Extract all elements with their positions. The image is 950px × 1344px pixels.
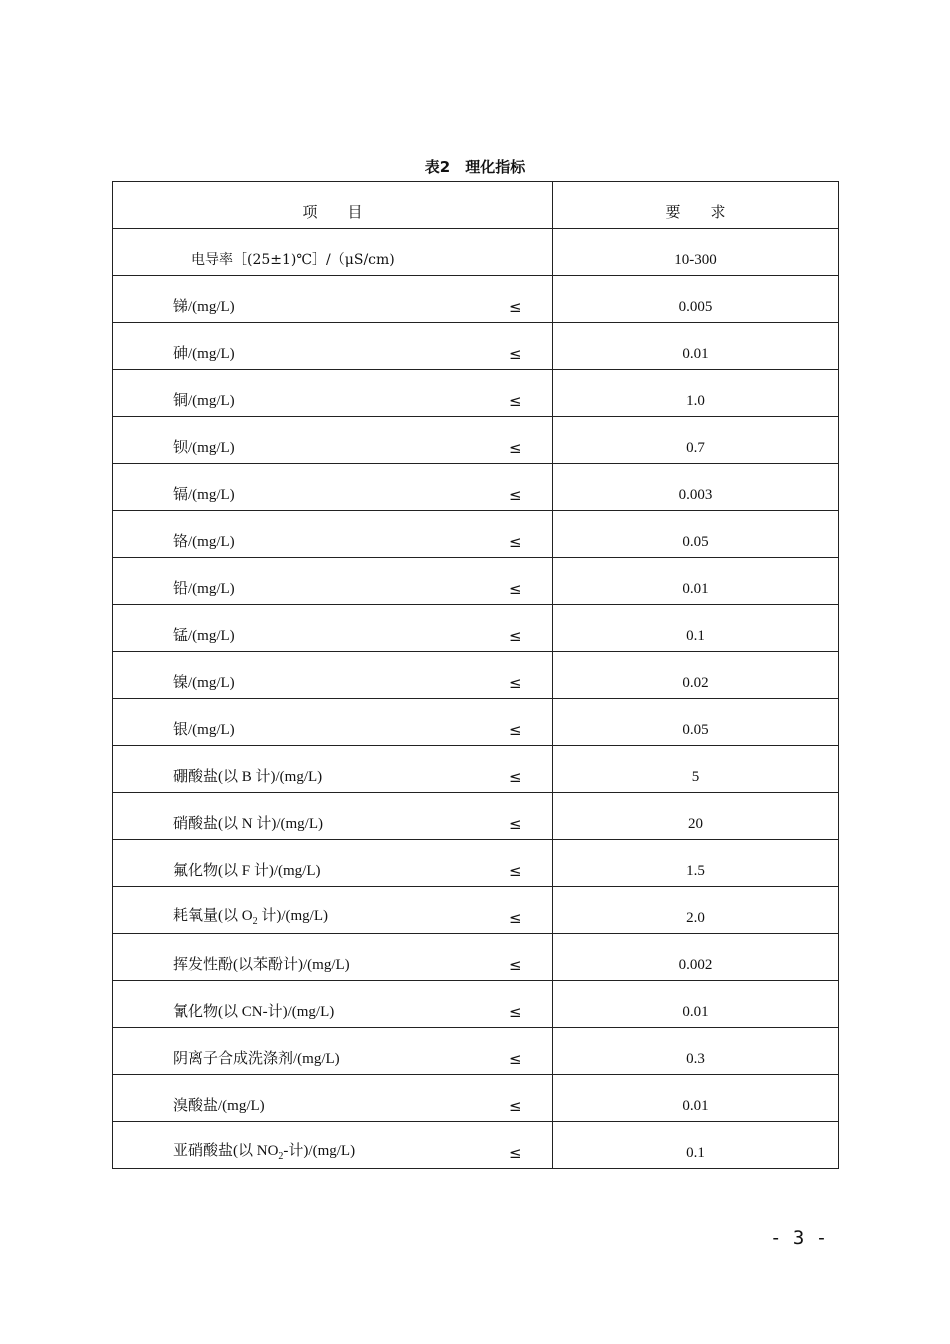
item-name: [173, 624, 235, 645]
item-cell: [113, 1075, 553, 1122]
less-or-equal-symbol: ≤: [509, 298, 522, 316]
less-or-equal-symbol: ≤: [509, 956, 522, 974]
less-or-equal-symbol: ≤: [509, 345, 522, 363]
requirement-cell: [553, 276, 839, 323]
item-name-text: 氰化物(以 CN-计)/(mg/L): [173, 1004, 335, 1020]
requirement-value: 0.01: [682, 1004, 709, 1020]
item-name-text: 铅/(mg/L): [173, 581, 235, 597]
item-name: [173, 718, 235, 739]
item-cell: [113, 605, 553, 652]
item-name-text: 溴酸盐/(mg/L): [173, 1098, 265, 1114]
requirement-cell: [553, 605, 839, 652]
table-row: [113, 1075, 839, 1122]
item-cell: [113, 840, 553, 887]
item-name: [173, 1094, 265, 1115]
requirement-value: 10-300: [674, 252, 717, 268]
item-name-text: 镍/(mg/L): [173, 675, 235, 691]
requirement-value: 0.003: [678, 487, 713, 503]
table-row: [113, 1028, 839, 1075]
item-cell: [113, 323, 553, 370]
requirement-value: 0.01: [682, 1098, 709, 1114]
table-header-row: [113, 182, 839, 229]
requirement-value: 1.0: [686, 393, 705, 409]
header-item: 项 目: [302, 203, 363, 221]
requirement-value: 0.1: [686, 628, 705, 644]
requirement-cell: [553, 511, 839, 558]
requirement-cell: [553, 1028, 839, 1075]
item-name: [173, 671, 235, 692]
item-cell: [113, 511, 553, 558]
table-row: [113, 981, 839, 1028]
less-or-equal-symbol: ≤: [509, 627, 522, 645]
item-name-text: 钡/(mg/L): [173, 440, 235, 456]
less-or-equal-symbol: ≤: [509, 909, 522, 927]
item-name: [173, 1139, 355, 1162]
requirement-value: 2.0: [686, 910, 705, 926]
item-name: [173, 342, 235, 363]
header-requirement-cell: [553, 182, 839, 229]
requirement-cell: [553, 370, 839, 417]
table-row: [113, 840, 839, 887]
table-row: [113, 370, 839, 417]
item-name: [173, 1047, 340, 1068]
item-name-subscript: 2: [278, 1151, 284, 1162]
item-cell: [113, 793, 553, 840]
requirement-value: 1.5: [686, 863, 705, 879]
requirement-cell: [553, 934, 839, 981]
item-cell: [113, 1122, 553, 1169]
item-name-text: 铬/(mg/L): [173, 534, 235, 550]
requirement-cell: [553, 746, 839, 793]
requirement-cell: [553, 981, 839, 1028]
item-cell: [113, 558, 553, 605]
less-or-equal-symbol: ≤: [509, 1050, 522, 1068]
table-row: [113, 652, 839, 699]
table-row: [113, 511, 839, 558]
item-name-subscript: 2: [252, 916, 258, 927]
requirement-cell: [553, 464, 839, 511]
table-row: [113, 229, 839, 276]
item-name: [173, 812, 323, 833]
table-row: [113, 746, 839, 793]
less-or-equal-symbol: ≤: [509, 768, 522, 786]
page-number: - 3 -: [770, 1227, 828, 1249]
item-name-text: 硼酸盐(以 B 计)/(mg/L): [173, 769, 323, 785]
table-row: [113, 934, 839, 981]
item-name-text: 耗氧量(以 O: [173, 908, 253, 924]
item-cell: [113, 276, 553, 323]
item-cell: [113, 746, 553, 793]
requirement-cell: [553, 652, 839, 699]
item-cell: [113, 370, 553, 417]
item-name: [173, 483, 235, 504]
item-cell: [113, 652, 553, 699]
requirement-cell: [553, 558, 839, 605]
item-cell: [113, 887, 553, 934]
table-row: [113, 417, 839, 464]
less-or-equal-symbol: ≤: [509, 486, 522, 504]
item-cell: [113, 981, 553, 1028]
item-name-suffix: -计)/(mg/L): [283, 1143, 356, 1159]
less-or-equal-symbol: ≤: [509, 1097, 522, 1115]
item-name-text: 镉/(mg/L): [173, 487, 235, 503]
less-or-equal-symbol: ≤: [509, 1144, 522, 1162]
requirement-value: 20: [688, 816, 703, 832]
item-name-text: 亚硝酸盐(以 NO: [173, 1143, 279, 1159]
less-or-equal-symbol: ≤: [509, 721, 522, 739]
less-or-equal-symbol: ≤: [509, 1003, 522, 1021]
table-row: [113, 699, 839, 746]
item-name: [173, 295, 235, 316]
requirement-value: 0.3: [686, 1051, 705, 1067]
item-name-text: 锰/(mg/L): [173, 628, 235, 644]
requirement-cell: [553, 793, 839, 840]
item-name-suffix: 计)/(mg/L): [257, 908, 328, 924]
table-row: [113, 323, 839, 370]
requirement-value: 0.05: [682, 722, 709, 738]
less-or-equal-symbol: ≤: [509, 674, 522, 692]
requirement-cell: [553, 887, 839, 934]
item-name-text: 电导率［(25±1)℃］/（μS/cm): [191, 252, 395, 268]
table-row: [113, 793, 839, 840]
requirement-value: 0.01: [682, 581, 709, 597]
item-name: [173, 389, 235, 410]
requirement-value: 0.02: [682, 675, 709, 691]
item-name-text: 挥发性酚(以苯酚计)/(mg/L): [173, 957, 350, 973]
requirement-cell: [553, 417, 839, 464]
requirement-cell: [553, 1122, 839, 1169]
header-requirement: 要 求: [665, 203, 726, 221]
requirement-cell: [553, 1075, 839, 1122]
table-row: [113, 1122, 839, 1169]
table-row: [113, 605, 839, 652]
item-name-text: 砷/(mg/L): [173, 346, 235, 362]
table-row: [113, 887, 839, 934]
item-name-text: 硝酸盐(以 N 计)/(mg/L): [173, 816, 323, 832]
less-or-equal-symbol: ≤: [509, 580, 522, 598]
table-row: [113, 276, 839, 323]
item-name: [173, 436, 235, 457]
requirement-cell: [553, 699, 839, 746]
item-name-text: 铜/(mg/L): [173, 393, 235, 409]
item-cell: [113, 699, 553, 746]
item-name-text: 氟化物(以 F 计)/(mg/L): [173, 863, 321, 879]
requirement-value: 0.005: [678, 299, 713, 315]
item-cell: [113, 229, 553, 276]
physicochemical-spec-table: [112, 181, 839, 1169]
requirement-cell: [553, 229, 839, 276]
requirement-value: 0.1: [686, 1145, 705, 1161]
less-or-equal-symbol: ≤: [509, 815, 522, 833]
item-name: [173, 859, 321, 880]
less-or-equal-symbol: ≤: [509, 392, 522, 410]
less-or-equal-symbol: ≤: [509, 533, 522, 551]
less-or-equal-symbol: ≤: [509, 439, 522, 457]
item-name: [191, 249, 395, 269]
item-cell: [113, 934, 553, 981]
item-name: [173, 953, 350, 974]
table-row: [113, 558, 839, 605]
item-name: [173, 904, 328, 927]
requirement-value: 0.7: [686, 440, 705, 456]
item-name: [173, 530, 235, 551]
requirement-cell: [553, 840, 839, 887]
less-or-equal-symbol: ≤: [509, 862, 522, 880]
item-name-text: 锑/(mg/L): [173, 299, 235, 315]
requirement-value: 5: [691, 769, 700, 785]
item-name-text: 阴离子合成洗涤剂/(mg/L): [173, 1051, 340, 1067]
requirement-value: 0.01: [682, 346, 709, 362]
item-name-text: 银/(mg/L): [173, 722, 235, 738]
item-name: [173, 765, 322, 786]
header-item-cell: [113, 182, 553, 229]
table-row: [113, 464, 839, 511]
item-name: [173, 577, 235, 598]
requirement-value: 0.002: [678, 957, 713, 973]
item-cell: [113, 1028, 553, 1075]
requirement-cell: [553, 323, 839, 370]
item-cell: [113, 464, 553, 511]
item-cell: [113, 417, 553, 464]
item-name: [173, 1000, 334, 1021]
table-title: 表2 理化指标: [424, 158, 526, 176]
requirement-value: 0.05: [682, 534, 709, 550]
